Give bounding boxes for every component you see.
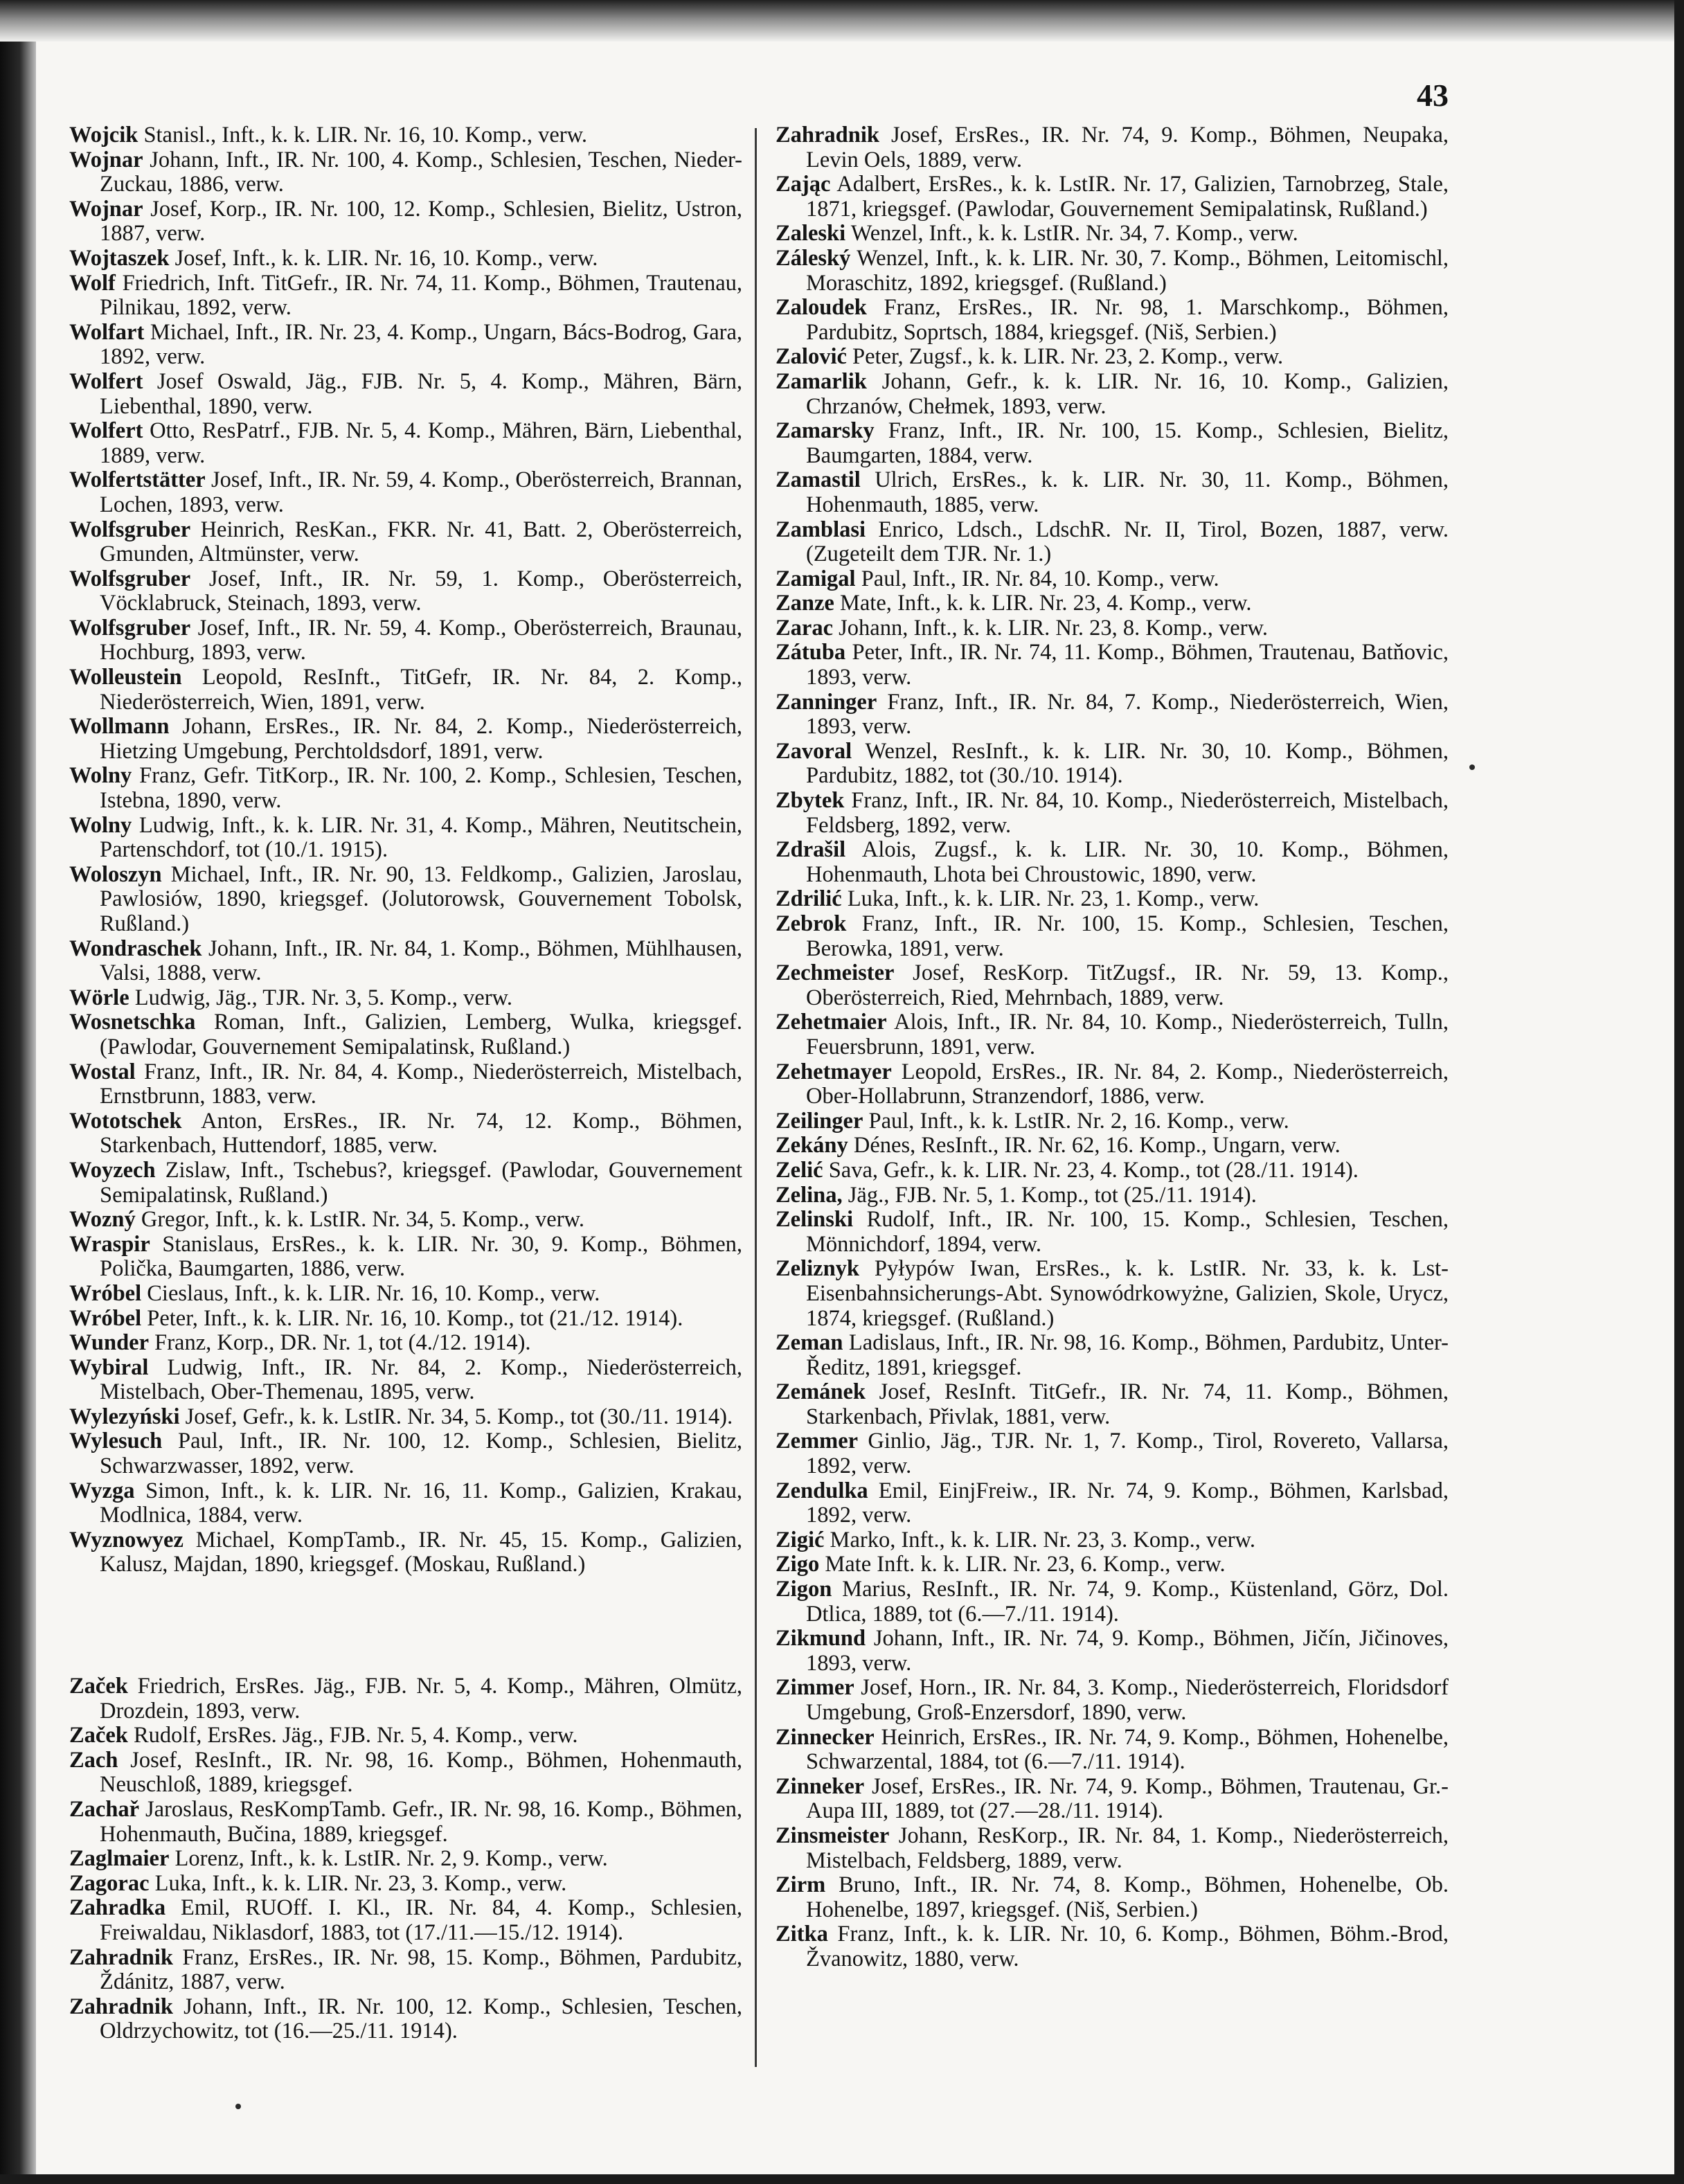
entry-details: Johann, Inft., IR. Nr. 100, 4. Komp., Schlesien, Teschen, Nieder-Zuckau, 1886, verw. (100, 147, 742, 197)
casualty-entry (69, 1331, 742, 1356)
casualty-entry (776, 419, 1449, 468)
entry-details: Paul, Inft., k. k. LstIR. Nr. 2, 16. Komp., verw. (868, 1108, 1289, 1134)
entry-surname: Zimmer (776, 1675, 854, 1701)
entry-details: Josef, Korp., IR. Nr. 100, 12. Komp., Schlesien, Bielitz, Ustron, 1887, verw. (100, 196, 743, 247)
entry-details: Luka, Inft., k. k. LIR. Nr. 23, 3. Komp., verw. (154, 1870, 567, 1896)
casualty-entry (69, 1479, 742, 1528)
casualty-entry (69, 1724, 742, 1748)
entry-surname: Zinneker (776, 1773, 865, 1799)
entry-surname: Zigić (776, 1527, 825, 1552)
entry-details: Mate Inft. k. k. LIR. Nr. 23, 6. Komp., verw. (825, 1552, 1226, 1577)
entry-surname: Wojnar (69, 147, 143, 172)
entry-surname: Wylezyński (69, 1404, 180, 1429)
entry-surname: Wylesuch (69, 1429, 163, 1454)
casualty-entry (776, 1528, 1449, 1553)
casualty-entry (776, 838, 1449, 887)
casualty-entry (776, 1577, 1449, 1627)
entry-details: Stanislaus, ErsRes., k. k. LIR. Nr. 30, 9. Komp., Böhmen, Polička, Baumgarten, 1886, verw. (100, 1231, 742, 1282)
casualty-entry (69, 863, 742, 937)
casualty-entry (776, 591, 1449, 616)
entry-surname: Záleský (776, 245, 851, 271)
entry-details: Michael, Inft., IR. Nr. 90, 13. Feldkomp., Galizien, Jaroslau, Pawlosiów, 1890, kriegsgef. (Jolutorowsk, Gouvernement Tobolsk, Rußland.) (100, 861, 742, 936)
entry-details: Ladislaus, Inft., IR. Nr. 98, 16. Komp., Böhmen, Pardubitz, Unter-Ředitz, 1891, kriegsgef. (806, 1330, 1449, 1380)
entry-surname: Wolny (69, 763, 132, 789)
casualty-entry (69, 1282, 742, 1307)
entry-details: Johann, Inft., k. k. LIR. Nr. 23, 8. Komp., verw. (839, 615, 1268, 641)
entry-surname: Zamblasi (776, 517, 866, 542)
casualty-entry (776, 296, 1449, 345)
entry-surname: Zendulka (776, 1478, 868, 1503)
entry-surname: Zamarsky (776, 418, 875, 444)
casualty-entry (69, 1356, 742, 1405)
entry-details: Franz, Inft., IR. Nr. 84, 4. Komp., Niederösterreich, Mistelbach, Ernstbrunn, 1883, verw. (100, 1059, 743, 1109)
entry-details: Wenzel, Inft., k. k. LstIR. Nr. 34, 7. Komp., verw. (850, 221, 1298, 247)
print-speck (235, 2104, 241, 2109)
entry-details: Marko, Inft., k. k. LIR. Nr. 23, 3. Komp., verw. (830, 1527, 1255, 1552)
entry-surname: Zanze (776, 591, 834, 616)
entry-surname: Zach (69, 1747, 118, 1773)
entry-surname: Zechmeister (776, 960, 895, 986)
entry-surname: Wolleustein (69, 665, 182, 690)
entry-surname: Wolfert (69, 368, 143, 394)
entry-surname: Wollmann (69, 714, 170, 740)
entry-surname: Začek (69, 1674, 128, 1699)
casualty-entry (69, 271, 742, 321)
casualty-entry (69, 370, 742, 419)
casualty-entry (69, 764, 742, 813)
entry-details: Peter, Zugsf., k. k. LIR. Nr. 23, 2. Komp., verw. (852, 344, 1284, 370)
entry-details: Johann, ResKorp., IR. Nr. 84, 1. Komp., Niederösterreich, Mistelbach, Feldsberg, 1889, verw. (806, 1823, 1449, 1873)
casualty-entry (69, 1405, 742, 1430)
entry-details: Jäg., FJB. Nr. 5, 1. Komp., tot (25./11. 1914). (848, 1182, 1257, 1208)
casualty-entry (776, 1158, 1449, 1183)
entry-surname: Zamarlik (776, 368, 867, 394)
casualty-entry (776, 468, 1449, 517)
casualty-entry (776, 1552, 1449, 1577)
entry-details: Josef, ResInft. TitGefr., IR. Nr. 74, 11. Komp., Böhmen, Starkenbach, Přivlak, 1881, verw. (806, 1379, 1449, 1429)
casualty-entry (776, 1627, 1449, 1676)
entry-details: Josef, Horn., IR. Nr. 84, 3. Komp., Niederösterreich, Floridsdorf Umgebung, Groß-Enzersdorf, 1890, verw. (806, 1675, 1449, 1725)
casualty-entry (69, 247, 742, 271)
entry-surname: Zekány (776, 1133, 848, 1158)
entry-surname: Wolfsgruber (69, 615, 191, 641)
entry-details: Paul, Inft., IR. Nr. 100, 12. Komp., Schlesien, Bielitz, Schwarzwasser, 1892, verw. (100, 1429, 742, 1479)
entry-details: Stanisl., Inft., k. k. LIR. Nr. 16, 10. Komp., verw. (143, 123, 588, 147)
casualty-entry (69, 1847, 742, 1872)
casualty-entry (69, 1872, 742, 1897)
casualty-entry (69, 468, 742, 517)
entry-surname: Zdrašil (776, 837, 846, 863)
entry-details: Josef, ErsRes., IR. Nr. 74, 9. Komp., Böhmen, Neupaka, Levin Oels, 1889, verw. (806, 123, 1449, 172)
entry-surname: Zagorac (69, 1870, 150, 1896)
entry-details: Emil, RUOff. I. Kl., IR. Nr. 84, 4. Komp., Schlesien, Freiwaldau, Niklasdorf, 1883, tot (17./11.—15./12. 1914). (100, 1895, 742, 1945)
casualty-entry (69, 1946, 742, 1995)
entry-details: Franz, Inft., k. k. LIR. Nr. 10, 6. Komp., Böhmen, Böhm.-Brod, Žvanowitz, 1880, verw. (806, 1922, 1449, 1971)
casualty-entry (776, 1134, 1449, 1158)
casualty-entry (776, 1775, 1449, 1824)
entry-details: Friedrich, Inft. TitGefr., IR. Nr. 74, 11. Komp., Böhmen, Trautenau, Pilnikau, 1892, verw. (100, 270, 743, 321)
casualty-entry (69, 986, 742, 1011)
entry-details: Franz, Inft., IR. Nr. 100, 15. Komp., Schlesien, Teschen, Berowka, 1891, verw. (806, 911, 1449, 961)
entry-details: Franz, ErsRes., IR. Nr. 98, 15. Komp., Böhmen, Pardubitz, Ždánitz, 1887, verw. (100, 1944, 743, 1995)
entry-details: Lorenz, Inft., k. k. LstIR. Nr. 2, 9. Komp., verw. (174, 1846, 608, 1872)
entry-details: Leopold, ErsRes., IR. Nr. 84, 2. Komp., Niederösterreich, Ober-Hollabrunn, Stranzendorf, 1886, verw. (806, 1059, 1449, 1109)
entry-details: Josef, Gefr., k. k. LstIR. Nr. 34, 5. Komp., tot (30./11. 1914). (185, 1404, 733, 1429)
entry-details: Franz, Inft., IR. Nr. 84, 10. Komp., Niederösterreich, Mistelbach, Feldsberg, 1892, verw. (806, 788, 1449, 838)
casualty-entry (776, 1824, 1449, 1873)
column-divider (755, 128, 757, 2067)
entry-details: Dénes, ResInft., IR. Nr. 62, 16. Komp., Ungarn, verw. (853, 1133, 1341, 1158)
scan-border-bottom (0, 2174, 1684, 2184)
casualty-entry (776, 1676, 1449, 1725)
casualty-entry (776, 1380, 1449, 1429)
entry-surname: Zelinski (776, 1207, 853, 1233)
entry-details: Franz, ErsRes., IR. Nr. 98, 1. Marschkomp., Böhmen, Pardubitz, Soprtsch, 1884, kriegsgef. (Niš, Serbien.) (806, 295, 1449, 345)
entry-surname: Zamigal (776, 566, 856, 591)
casualty-entry (776, 961, 1449, 1010)
entry-details: Alois, Inft., IR. Nr. 84, 10. Komp., Niederösterreich, Tulln, Feuersbrunn, 1891, verw. (806, 1010, 1449, 1059)
entry-details: Josef, ResKorp. TitZugsf., IR. Nr. 59, 13. Komp., Oberösterreich, Ried, Mehrnbach, 1889, verw. (806, 960, 1449, 1010)
entry-details: Peter, Inft., k. k. LIR. Nr. 16, 10. Komp., tot (21./12. 1914). (147, 1305, 683, 1331)
print-speck (1469, 764, 1475, 770)
entry-surname: Wróbel (69, 1305, 142, 1331)
entry-surname: Zeilinger (776, 1108, 863, 1134)
entry-surname: Wyzga (69, 1478, 135, 1503)
page-number: 43 (1417, 78, 1449, 113)
entry-details: Josef, Inft., k. k. LIR. Nr. 16, 10. Komp., verw. (174, 245, 598, 271)
entry-details: Roman, Inft., Galizien, Lemberg, Wulka, kriegsgef. (Pawlodar, Gouvernement Semipalatinsk, Rußland.) (100, 1010, 742, 1059)
casualty-entry (69, 1995, 742, 2044)
entry-surname: Zeman (776, 1330, 843, 1356)
casualty-entry (69, 123, 742, 148)
casualty-entry (776, 616, 1449, 641)
entry-details: Paul, Inft., IR. Nr. 84, 10. Komp., verw. (861, 566, 1219, 591)
casualty-entry (776, 172, 1449, 222)
entry-surname: Zelić (776, 1157, 823, 1183)
entry-details: Peter, Inft., IR. Nr. 74, 11. Komp., Böhmen, Trautenau, Batňovic, 1893, verw. (806, 640, 1449, 690)
casualty-entry (776, 1109, 1449, 1134)
entry-surname: Zahradnik (69, 1944, 173, 1970)
section-gap (69, 1577, 742, 1674)
entry-surname: Zahradnik (69, 1994, 173, 2019)
entry-details: Johann, Inft., IR. Nr. 74, 9. Komp., Böhmen, Jičín, Jičinoves, 1893, verw. (806, 1626, 1449, 1676)
casualty-entry (776, 567, 1449, 592)
entry-details: Heinrich, ErsRes., IR. Nr. 74, 9. Komp., Böhmen, Hohenelbe, Schwarzental, 1884, tot (6.—7./11. 1914). (806, 1724, 1449, 1775)
entry-surname: Zinsmeister (776, 1823, 890, 1848)
casualty-entry (69, 518, 742, 567)
entry-details: Josef, Inft., IR. Nr. 59, 1. Komp., Oberösterreich, Vöcklabruck, Steinach, 1893, verw. (100, 566, 742, 616)
casualty-entry (69, 1233, 742, 1282)
entry-surname: Zaglmaier (69, 1846, 170, 1872)
entry-surname: Zehetmaier (776, 1010, 887, 1035)
entry-surname: Zeliznyk (776, 1256, 859, 1282)
entry-surname: Woyzech (69, 1157, 156, 1183)
casualty-entry (776, 222, 1449, 247)
entry-details: Anton, ErsRes., IR. Nr. 74, 12. Komp., Böhmen, Starkenbach, Huttendorf, 1885, verw. (100, 1108, 742, 1158)
entry-details: Adalbert, ErsRes., k. k. LstIR. Nr. 17, Galizien, Tarnobrzeg, Stale, 1871, kriegsgef. (Pawlodar, Gouvernement Semipalatinsk, Rußland.) (806, 172, 1449, 222)
casualty-entry (776, 1257, 1449, 1331)
casualty-entry (776, 740, 1449, 789)
entry-surname: Zaleski (776, 221, 846, 247)
entry-surname: Zigon (776, 1577, 832, 1602)
entry-details: Josef Oswald, Jäg., FJB. Nr. 5, 4. Komp., Mähren, Bärn, Liebenthal, 1890, verw. (100, 368, 742, 419)
entry-details: Friedrich, ErsRes. Jäg., FJB. Nr. 5, 4. Komp., Mähren, Olmütz, Drozdein, 1893, verw. (100, 1674, 743, 1724)
entry-surname: Wybiral (69, 1354, 149, 1380)
casualty-entry (69, 1674, 742, 1724)
entry-surname: Wosnetschka (69, 1010, 196, 1035)
entry-details: Michael, Inft., IR. Nr. 23, 4. Komp., Ungarn, Bács-Bodrog, Gara, 1892, verw. (100, 319, 742, 370)
casualty-entry (69, 148, 742, 197)
entry-details: Franz, Korp., DR. Nr. 1, tot (4./12. 1914). (154, 1330, 531, 1356)
casualty-entry (776, 1726, 1449, 1775)
entry-details: Josef, ResInft., IR. Nr. 98, 16. Komp., Böhmen, Hohenmauth, Neuschloß, 1889, kriegsgef. (100, 1747, 742, 1798)
casualty-entry (69, 1208, 742, 1233)
casualty-entry (69, 616, 742, 665)
entry-surname: Zanninger (776, 689, 877, 715)
casualty-entry (776, 1873, 1449, 1922)
entry-surname: Wolny (69, 812, 132, 838)
entry-details: Ludwig, Inft., IR. Nr. 84, 2. Komp., Niederösterreich, Mistelbach, Ober-Themenau, 1895, verw. (100, 1354, 743, 1405)
entry-details: Zislaw, Inft., Tschebus?, kriegsgef. (Pawlodar, Gouvernement Semipalatinsk, Rußland.) (100, 1157, 743, 1208)
scan-shadow-left (0, 0, 36, 2184)
casualty-entry (776, 1010, 1449, 1059)
casualty-entry (69, 321, 742, 370)
casualty-entry (69, 665, 742, 715)
entry-surname: Wolfsgruber (69, 566, 191, 591)
casualty-entry (69, 1896, 742, 1945)
entry-details: Wenzel, Inft., k. k. LIR. Nr. 30, 7. Komp., Böhmen, Leitomischl, Moraschitz, 1892, kriegsgef. (Rußland.) (806, 245, 1449, 296)
entry-details: Gregor, Inft., k. k. LstIR. Nr. 34, 5. Komp., verw. (141, 1207, 585, 1233)
casualty-entry (776, 518, 1449, 567)
entry-surname: Zavoral (776, 738, 852, 764)
casualty-entry (776, 887, 1449, 912)
entry-surname: Zehetmayer (776, 1059, 892, 1084)
casualty-entry (69, 197, 742, 247)
casualty-entry (69, 814, 742, 863)
entry-surname: Wolf (69, 270, 116, 296)
entry-surname: Zając (776, 172, 831, 197)
entry-surname: Zinnecker (776, 1724, 875, 1750)
entry-surname: Woloszyn (69, 861, 162, 887)
entry-details: Franz, Inft., IR. Nr. 100, 15. Komp., Schlesien, Bielitz, Baumgarten, 1884, verw. (806, 418, 1449, 468)
entry-surname: Zikmund (776, 1626, 866, 1652)
entry-details: Enrico, Ldsch., LdschR. Nr. II, Tirol, Bozen, 1887, verw. (Zugeteilt dem TJR. Nr. 1.) (806, 517, 1449, 567)
entry-details: Heinrich, ResKan., FKR. Nr. 41, Batt. 2, Oberösterreich, Gmunden, Altmünster, verw. (100, 517, 743, 567)
entry-surname: Zigo (776, 1552, 820, 1577)
entry-surname: Zirm (776, 1872, 826, 1898)
casualty-entry (69, 567, 742, 616)
entry-details: Luka, Inft., k. k. LIR. Nr. 23, 1. Komp., verw. (847, 886, 1260, 912)
entry-details: Wenzel, ResInft., k. k. LIR. Nr. 30, 10. Komp., Böhmen, Pardubitz, 1882, tot (30./10. 1914). (806, 738, 1449, 789)
left-column (69, 123, 742, 2044)
entry-surname: Wojnar (69, 196, 143, 222)
entry-details: Franz, Gefr. TitKorp., IR. Nr. 100, 2. Komp., Schlesien, Teschen, Istebna, 1890, verw. (100, 763, 742, 814)
entry-details: Johann, Inft., IR. Nr. 100, 12. Komp., Schlesien, Teschen, Oldrzychowitz, tot (16.—25./11. 1914). (100, 1994, 742, 2044)
entry-details: Ludwig, Jäg., TJR. Nr. 3, 5. Komp., verw. (134, 985, 513, 1010)
casualty-entry (776, 789, 1449, 838)
entry-details: Rudolf, Inft., IR. Nr. 100, 15. Komp., Schlesien, Teschen, Mönnichdorf, 1894, verw. (806, 1207, 1449, 1257)
casualty-entry (776, 123, 1449, 172)
entry-details: Mate, Inft., k. k. LIR. Nr. 23, 4. Komp., verw. (839, 591, 1252, 616)
entry-details: Otto, ResPatrf., FJB. Nr. 5, 4. Komp., Mähren, Bärn, Liebenthal, 1889, verw. (100, 418, 743, 468)
entry-surname: Zemmer (776, 1429, 859, 1454)
casualty-entry (69, 1158, 742, 1208)
casualty-entry (69, 1528, 742, 1577)
casualty-entry (776, 1183, 1449, 1208)
casualty-entry (69, 1748, 742, 1798)
entry-details: Johann, Gefr., k. k. LIR. Nr. 16, 10. Komp., Galizien, Chrzanów, Chełmek, 1893, verw. (806, 368, 1449, 419)
entry-surname: Zbytek (776, 788, 845, 814)
entry-details: Sava, Gefr., k. k. LIR. Nr. 23, 4. Komp., tot (28./11. 1914). (828, 1157, 1359, 1183)
entry-surname: Wunder (69, 1330, 149, 1356)
entry-details: Josef, Inft., IR. Nr. 59, 4. Komp., Oberösterreich, Brannan, Lochen, 1893, verw. (100, 467, 743, 517)
entry-surname: Zahradka (69, 1895, 166, 1921)
entry-surname: Wozný (69, 1207, 136, 1233)
entry-surname: Wróbel (69, 1280, 142, 1306)
casualty-entry (69, 419, 742, 468)
entry-surname: Zamastil (776, 467, 861, 493)
entry-surname: Zelina, (776, 1182, 843, 1208)
entry-surname: Wyznowyez (69, 1527, 183, 1552)
entry-surname: Wolfertstätter (69, 467, 206, 493)
entry-surname: Wörle (69, 985, 129, 1010)
entry-surname: Zdrilić (776, 886, 842, 912)
entry-details: Jaroslaus, ResKompTamb. Gefr., IR. Nr. 98, 16. Komp., Böhmen, Hohenmauth, Bučina, 1889, kriegsgef. (100, 1797, 742, 1847)
entry-surname: Wolfert (69, 418, 143, 444)
entry-surname: Wojcik (69, 123, 138, 147)
entry-details: Josef, ErsRes., IR. Nr. 74, 9. Komp., Böhmen, Trautenau, Gr.-Aupa III, 1889, tot (27.—28./11. 1914). (806, 1773, 1449, 1824)
scan-border-right (1674, 0, 1684, 2184)
entry-details: Johann, Inft., IR. Nr. 84, 1. Komp., Böhmen, Mühlhausen, Valsi, 1888, verw. (100, 936, 743, 986)
entry-surname: Wraspir (69, 1231, 150, 1257)
entry-surname: Zaloudek (776, 295, 867, 321)
casualty-entry (776, 370, 1449, 419)
casualty-entry (776, 1922, 1449, 1971)
entry-details: Ginlio, Jäg., TJR. Nr. 1, 7. Komp., Tirol, Rovereto, Vallarsa, 1892, verw. (806, 1429, 1449, 1479)
entry-details: Leopold, ResInft., TitGefr, IR. Nr. 84, 2. Komp., Niederösterreich, Wien, 1891, verw. (100, 665, 743, 715)
entry-details: Ludwig, Inft., k. k. LIR. Nr. 31, 4. Komp., Mähren, Neutitschein, Partenschdorf, tot (10./1. 1915). (100, 812, 743, 863)
casualty-entry (776, 912, 1449, 961)
casualty-entry (776, 345, 1449, 370)
entry-surname: Wototschek (69, 1108, 182, 1134)
casualty-entry (776, 690, 1449, 740)
entry-surname: Zalović (776, 344, 847, 370)
entry-details: Simon, Inft., k. k. LIR. Nr. 16, 11. Komp., Galizien, Krakau, Modlnica, 1884, verw. (100, 1478, 743, 1528)
casualty-entry (69, 1798, 742, 1847)
entry-surname: Wolfsgruber (69, 517, 191, 542)
entry-details: Michael, KompTamb., IR. Nr. 45, 15. Komp., Galizien, Kalusz, Majdan, 1890, kriegsgef. (Moskau, Rußland.) (100, 1527, 743, 1577)
entry-details: Cieslaus, Inft., k. k. LIR. Nr. 16, 10. Komp., verw. (147, 1280, 600, 1306)
scan-shadow-top (0, 0, 1684, 42)
casualty-entry (776, 1060, 1449, 1109)
entry-details: Franz, Inft., IR. Nr. 84, 7. Komp., Niederösterreich, Wien, 1893, verw. (806, 689, 1449, 740)
entry-surname: Zemánek (776, 1379, 866, 1405)
entry-details: Bruno, Inft., IR. Nr. 74, 8. Komp., Böhmen, Hohenelbe, Ob. Hohenelbe, 1897, kriegsgef. (Niš, Serbien.) (806, 1872, 1449, 1922)
entry-surname: Zahradnik (776, 123, 879, 147)
right-column (776, 123, 1449, 1972)
entry-details: Ulrich, ErsRes., k. k. LIR. Nr. 30, 11. Komp., Böhmen, Hohenmauth, 1885, verw. (806, 467, 1449, 517)
entry-surname: Wojtaszek (69, 245, 170, 271)
entry-details: Johann, ErsRes., IR. Nr. 84, 2. Komp., Niederösterreich, Hietzing Umgebung, Perchtoldsdorf, 1891, verw. (100, 714, 743, 764)
entry-surname: Zebrok (776, 911, 847, 936)
entry-details: Alois, Zugsf., k. k. LIR. Nr. 30, 10. Komp., Böhmen, Hohenmauth, Lhota bei Chroustowic, 1890, verw. (806, 837, 1449, 887)
entry-details: Josef, Inft., IR. Nr. 59, 4. Komp., Oberösterreich, Braunau, Hochburg, 1893, verw. (100, 615, 742, 665)
entry-surname: Začek (69, 1723, 128, 1748)
casualty-entry (776, 1208, 1449, 1257)
entry-surname: Zachař (69, 1797, 140, 1822)
entry-surname: Zátuba (776, 640, 846, 665)
entry-surname: Zitka (776, 1922, 828, 1947)
casualty-entry (69, 1109, 742, 1158)
casualty-entry (69, 1010, 742, 1059)
casualty-entry (69, 1429, 742, 1478)
casualty-entry (776, 641, 1449, 690)
casualty-entry (69, 1307, 742, 1332)
entry-surname: Zarac (776, 615, 834, 641)
entry-details: Emil, EinjFreiw., IR. Nr. 74, 9. Komp., Böhmen, Karlsbad, 1892, verw. (806, 1478, 1449, 1528)
entry-surname: Wostal (69, 1059, 136, 1084)
entry-details: Rudolf, ErsRes. Jäg., FJB. Nr. 5, 4. Komp., verw. (133, 1723, 578, 1748)
casualty-entry (69, 937, 742, 986)
casualty-entry (776, 1331, 1449, 1380)
casualty-entry (776, 1429, 1449, 1478)
casualty-entry (69, 1060, 742, 1109)
entry-details: Pyłypów Iwan, ErsRes., k. k. LstIR. Nr. 33, k. k. Lst-Eisenbahnsicherungs-Abt. Synowódrkowyżne, Galizien, Skole, Urycz, 1874, kriegsgef. (Rußland.) (806, 1256, 1449, 1331)
entry-surname: Wolfart (69, 319, 145, 345)
casualty-entry (69, 715, 742, 764)
entry-details: Marius, ResInft., IR. Nr. 74, 9. Komp., Küstenland, Görz, Dol. Dtlica, 1889, tot (6.—7./11. 1914). (806, 1577, 1449, 1627)
casualty-entry (776, 1479, 1449, 1528)
entry-surname: Wondraschek (69, 936, 202, 961)
casualty-entry (776, 247, 1449, 296)
